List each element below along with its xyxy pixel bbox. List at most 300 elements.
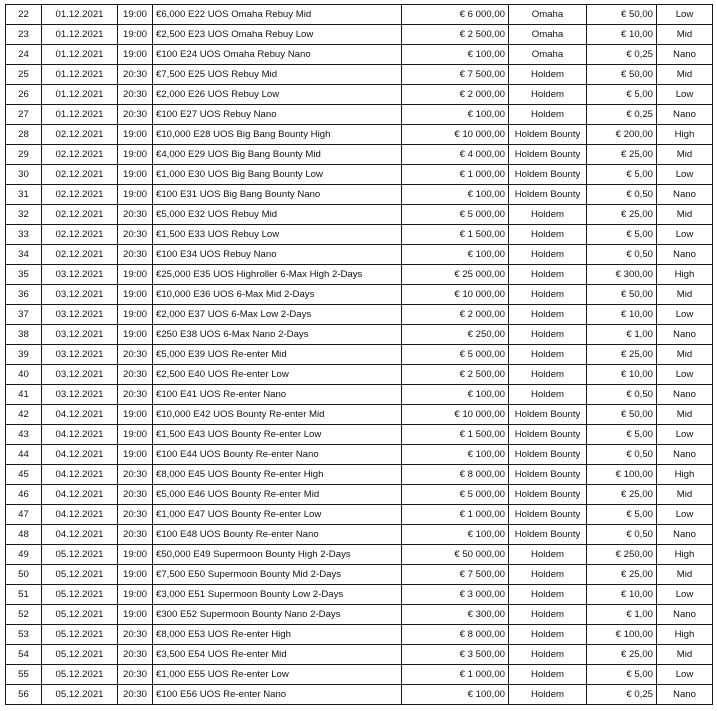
event-number-cell: 24 (6, 45, 42, 65)
level-cell: Nano (657, 325, 713, 345)
event-number-cell: 46 (6, 485, 42, 505)
event-name-cell: €100 E27 UOS Rebuy Nano (153, 105, 402, 125)
table-row (6, 105, 713, 125)
buy-in-cell: € 100,00 (587, 625, 657, 645)
buy-in-cell: € 5,00 (587, 505, 657, 525)
table-row (6, 545, 713, 565)
event-number-cell: 34 (6, 245, 42, 265)
event-number-cell: 49 (6, 545, 42, 565)
table-row (6, 525, 713, 545)
time-cell: 19:00 (118, 125, 153, 145)
game-type-cell: Holdem (509, 305, 587, 325)
time-cell: 19:00 (118, 285, 153, 305)
time-cell: 20:30 (118, 465, 153, 485)
table-row (6, 625, 713, 645)
table-row (6, 485, 713, 505)
game-type-cell: Holdem (509, 205, 587, 225)
event-number-cell: 35 (6, 265, 42, 285)
level-cell: Nano (657, 105, 713, 125)
time-cell: 20:30 (118, 105, 153, 125)
date-cell: 03.12.2021 (42, 285, 118, 305)
time-cell: 19:00 (118, 445, 153, 465)
level-cell: High (657, 545, 713, 565)
date-cell: 03.12.2021 (42, 365, 118, 385)
table-row (6, 565, 713, 585)
event-name-cell: €8,000 E45 UOS Bounty Re-enter High (153, 465, 402, 485)
date-cell: 05.12.2021 (42, 585, 118, 605)
date-cell: 01.12.2021 (42, 65, 118, 85)
prize-pool-cell: € 25 000,00 (402, 265, 509, 285)
game-type-cell: Holdem (509, 245, 587, 265)
date-cell: 02.12.2021 (42, 145, 118, 165)
date-cell: 03.12.2021 (42, 345, 118, 365)
table-row (6, 405, 713, 425)
game-type-cell: Holdem (509, 345, 587, 365)
buy-in-cell: € 1,00 (587, 325, 657, 345)
buy-in-cell: € 5,00 (587, 665, 657, 685)
buy-in-cell: € 50,00 (587, 405, 657, 425)
game-type-cell: Holdem (509, 85, 587, 105)
prize-pool-cell: € 7 500,00 (402, 65, 509, 85)
level-cell: Mid (657, 565, 713, 585)
game-type-cell: Holdem (509, 625, 587, 645)
event-name-cell: €1,500 E33 UOS Rebuy Low (153, 225, 402, 245)
game-type-cell: Omaha (509, 45, 587, 65)
prize-pool-cell: € 8 000,00 (402, 465, 509, 485)
event-number-cell: 25 (6, 65, 42, 85)
event-number-cell: 29 (6, 145, 42, 165)
event-name-cell: €10,000 E36 UOS 6-Max Mid 2-Days (153, 285, 402, 305)
table-row (6, 445, 713, 465)
table-row (6, 245, 713, 265)
event-number-cell: 33 (6, 225, 42, 245)
buy-in-cell: € 5,00 (587, 225, 657, 245)
prize-pool-cell: € 100,00 (402, 245, 509, 265)
game-type-cell: Holdem Bounty (509, 185, 587, 205)
date-cell: 01.12.2021 (42, 5, 118, 25)
game-type-cell: Holdem Bounty (509, 465, 587, 485)
prize-pool-cell: € 1 000,00 (402, 505, 509, 525)
game-type-cell: Holdem (509, 605, 587, 625)
event-name-cell: €100 E56 UOS Re-enter Nano (153, 685, 402, 705)
level-cell: Nano (657, 605, 713, 625)
time-cell: 20:30 (118, 85, 153, 105)
buy-in-cell: € 25,00 (587, 565, 657, 585)
prize-pool-cell: € 100,00 (402, 445, 509, 465)
game-type-cell: Holdem (509, 645, 587, 665)
level-cell: Low (657, 305, 713, 325)
event-number-cell: 27 (6, 105, 42, 125)
event-name-cell: €8,000 E53 UOS Re-enter High (153, 625, 402, 645)
event-name-cell: €100 E24 UOS Omaha Rebuy Nano (153, 45, 402, 65)
event-number-cell: 42 (6, 405, 42, 425)
buy-in-cell: € 25,00 (587, 345, 657, 365)
table-row (6, 685, 713, 705)
time-cell: 19:00 (118, 25, 153, 45)
time-cell: 20:30 (118, 485, 153, 505)
buy-in-cell: € 10,00 (587, 585, 657, 605)
prize-pool-cell: € 100,00 (402, 45, 509, 65)
level-cell: Mid (657, 485, 713, 505)
level-cell: Mid (657, 645, 713, 665)
table-row (6, 165, 713, 185)
event-name-cell: €2,500 E40 UOS Re-enter Low (153, 365, 402, 385)
level-cell: Low (657, 505, 713, 525)
table-row (6, 505, 713, 525)
buy-in-cell: € 5,00 (587, 425, 657, 445)
date-cell: 04.12.2021 (42, 465, 118, 485)
prize-pool-cell: € 100,00 (402, 105, 509, 125)
buy-in-cell: € 0,25 (587, 105, 657, 125)
level-cell: High (657, 125, 713, 145)
time-cell: 20:30 (118, 225, 153, 245)
prize-pool-cell: € 100,00 (402, 525, 509, 545)
date-cell: 04.12.2021 (42, 525, 118, 545)
date-cell: 03.12.2021 (42, 305, 118, 325)
level-cell: Nano (657, 245, 713, 265)
prize-pool-cell: € 1 000,00 (402, 165, 509, 185)
table-row (6, 145, 713, 165)
level-cell: Nano (657, 685, 713, 705)
time-cell: 19:00 (118, 185, 153, 205)
table-row (6, 5, 713, 25)
event-number-cell: 41 (6, 385, 42, 405)
buy-in-cell: € 10,00 (587, 25, 657, 45)
game-type-cell: Holdem Bounty (509, 405, 587, 425)
event-number-cell: 26 (6, 85, 42, 105)
time-cell: 19:00 (118, 585, 153, 605)
table-row (6, 325, 713, 345)
event-number-cell: 55 (6, 665, 42, 685)
game-type-cell: Holdem (509, 385, 587, 405)
date-cell: 05.12.2021 (42, 545, 118, 565)
event-name-cell: €1,500 E43 UOS Bounty Re-enter Low (153, 425, 402, 445)
event-name-cell: €3,500 E54 UOS Re-enter Mid (153, 645, 402, 665)
event-name-cell: €5,000 E46 UOS Bounty Re-enter Mid (153, 485, 402, 505)
prize-pool-cell: € 8 000,00 (402, 625, 509, 645)
game-type-cell: Omaha (509, 5, 587, 25)
level-cell: Low (657, 665, 713, 685)
level-cell: Nano (657, 445, 713, 465)
time-cell: 20:30 (118, 65, 153, 85)
level-cell: Mid (657, 25, 713, 45)
level-cell: Nano (657, 385, 713, 405)
time-cell: 19:00 (118, 545, 153, 565)
level-cell: Mid (657, 405, 713, 425)
event-name-cell: €1,000 E30 UOS Big Bang Bounty Low (153, 165, 402, 185)
table-row (6, 65, 713, 85)
date-cell: 04.12.2021 (42, 445, 118, 465)
time-cell: 19:00 (118, 325, 153, 345)
time-cell: 19:00 (118, 305, 153, 325)
date-cell: 05.12.2021 (42, 625, 118, 645)
event-name-cell: €5,000 E39 UOS Re-enter Mid (153, 345, 402, 365)
date-cell: 02.12.2021 (42, 165, 118, 185)
level-cell: Mid (657, 345, 713, 365)
game-type-cell: Holdem (509, 565, 587, 585)
event-name-cell: €1,000 E47 UOS Bounty Re-enter Low (153, 505, 402, 525)
table-row (6, 45, 713, 65)
prize-pool-cell: € 1 000,00 (402, 665, 509, 685)
schedule-body (6, 5, 713, 705)
buy-in-cell: € 50,00 (587, 65, 657, 85)
prize-pool-cell: € 6 000,00 (402, 5, 509, 25)
time-cell: 19:00 (118, 425, 153, 445)
prize-pool-cell: € 5 000,00 (402, 205, 509, 225)
date-cell: 01.12.2021 (42, 105, 118, 125)
event-number-cell: 37 (6, 305, 42, 325)
event-number-cell: 38 (6, 325, 42, 345)
table-row (6, 25, 713, 45)
table-row (6, 425, 713, 445)
level-cell: High (657, 465, 713, 485)
event-name-cell: €300 E52 Supermoon Bounty Nano 2-Days (153, 605, 402, 625)
level-cell: Low (657, 225, 713, 245)
level-cell: Mid (657, 285, 713, 305)
date-cell: 05.12.2021 (42, 665, 118, 685)
buy-in-cell: € 0,50 (587, 385, 657, 405)
date-cell: 04.12.2021 (42, 485, 118, 505)
event-number-cell: 39 (6, 345, 42, 365)
event-number-cell: 28 (6, 125, 42, 145)
date-cell: 05.12.2021 (42, 605, 118, 625)
time-cell: 19:00 (118, 45, 153, 65)
game-type-cell: Holdem (509, 545, 587, 565)
level-cell: Nano (657, 45, 713, 65)
time-cell: 20:30 (118, 365, 153, 385)
game-type-cell: Holdem (509, 685, 587, 705)
prize-pool-cell: € 3 500,00 (402, 645, 509, 665)
game-type-cell: Holdem (509, 585, 587, 605)
level-cell: Low (657, 585, 713, 605)
game-type-cell: Holdem Bounty (509, 485, 587, 505)
prize-pool-cell: € 2 500,00 (402, 25, 509, 45)
event-number-cell: 32 (6, 205, 42, 225)
time-cell: 19:00 (118, 5, 153, 25)
buy-in-cell: € 10,00 (587, 365, 657, 385)
game-type-cell: Holdem (509, 665, 587, 685)
prize-pool-cell: € 300,00 (402, 605, 509, 625)
table-row (6, 345, 713, 365)
date-cell: 04.12.2021 (42, 505, 118, 525)
buy-in-cell: € 0,50 (587, 525, 657, 545)
date-cell: 03.12.2021 (42, 265, 118, 285)
event-name-cell: €5,000 E32 UOS Rebuy Mid (153, 205, 402, 225)
prize-pool-cell: € 2 500,00 (402, 365, 509, 385)
prize-pool-cell: € 2 000,00 (402, 85, 509, 105)
schedule-table (5, 4, 713, 705)
game-type-cell: Holdem (509, 265, 587, 285)
time-cell: 20:30 (118, 245, 153, 265)
buy-in-cell: € 25,00 (587, 485, 657, 505)
prize-pool-cell: € 10 000,00 (402, 405, 509, 425)
event-name-cell: €50,000 E49 Supermoon Bounty High 2-Days (153, 545, 402, 565)
buy-in-cell: € 200,00 (587, 125, 657, 145)
buy-in-cell: € 25,00 (587, 145, 657, 165)
table-row (6, 205, 713, 225)
event-name-cell: €6,000 E22 UOS Omaha Rebuy Mid (153, 5, 402, 25)
event-number-cell: 31 (6, 185, 42, 205)
table-row (6, 385, 713, 405)
table-row (6, 465, 713, 485)
level-cell: Mid (657, 145, 713, 165)
event-number-cell: 45 (6, 465, 42, 485)
table-row (6, 225, 713, 245)
event-name-cell: €2,500 E23 UOS Omaha Rebuy Low (153, 25, 402, 45)
prize-pool-cell: € 1 500,00 (402, 225, 509, 245)
level-cell: High (657, 265, 713, 285)
date-cell: 04.12.2021 (42, 425, 118, 445)
buy-in-cell: € 25,00 (587, 205, 657, 225)
event-number-cell: 43 (6, 425, 42, 445)
date-cell: 03.12.2021 (42, 385, 118, 405)
time-cell: 20:30 (118, 345, 153, 365)
event-number-cell: 23 (6, 25, 42, 45)
event-name-cell: €100 E34 UOS Rebuy Nano (153, 245, 402, 265)
time-cell: 19:00 (118, 405, 153, 425)
date-cell: 01.12.2021 (42, 25, 118, 45)
prize-pool-cell: € 4 000,00 (402, 145, 509, 165)
time-cell: 20:30 (118, 205, 153, 225)
prize-pool-cell: € 100,00 (402, 685, 509, 705)
date-cell: 05.12.2021 (42, 565, 118, 585)
date-cell: 05.12.2021 (42, 645, 118, 665)
date-cell: 02.12.2021 (42, 125, 118, 145)
event-name-cell: €4,000 E29 UOS Big Bang Bounty Mid (153, 145, 402, 165)
event-number-cell: 54 (6, 645, 42, 665)
event-number-cell: 56 (6, 685, 42, 705)
event-name-cell: €100 E44 UOS Bounty Re-enter Nano (153, 445, 402, 465)
prize-pool-cell: € 5 000,00 (402, 345, 509, 365)
event-name-cell: €250 E38 UOS 6-Max Nano 2-Days (153, 325, 402, 345)
date-cell: 02.12.2021 (42, 225, 118, 245)
level-cell: Low (657, 85, 713, 105)
level-cell: Nano (657, 185, 713, 205)
time-cell: 19:00 (118, 145, 153, 165)
event-name-cell: €3,000 E51 Supermoon Bounty Low 2-Days (153, 585, 402, 605)
event-name-cell: €10,000 E28 UOS Big Bang Bounty High (153, 125, 402, 145)
table-row (6, 185, 713, 205)
level-cell: Mid (657, 65, 713, 85)
buy-in-cell: € 0,50 (587, 185, 657, 205)
time-cell: 20:30 (118, 645, 153, 665)
prize-pool-cell: € 50 000,00 (402, 545, 509, 565)
event-number-cell: 44 (6, 445, 42, 465)
event-name-cell: €1,000 E55 UOS Re-enter Low (153, 665, 402, 685)
buy-in-cell: € 5,00 (587, 165, 657, 185)
time-cell: 20:30 (118, 505, 153, 525)
prize-pool-cell: € 7 500,00 (402, 565, 509, 585)
game-type-cell: Holdem Bounty (509, 445, 587, 465)
game-type-cell: Holdem Bounty (509, 125, 587, 145)
game-type-cell: Holdem Bounty (509, 165, 587, 185)
level-cell: Low (657, 5, 713, 25)
game-type-cell: Holdem (509, 105, 587, 125)
event-number-cell: 36 (6, 285, 42, 305)
date-cell: 04.12.2021 (42, 405, 118, 425)
level-cell: Mid (657, 205, 713, 225)
prize-pool-cell: € 1 500,00 (402, 425, 509, 445)
prize-pool-cell: € 100,00 (402, 385, 509, 405)
game-type-cell: Holdem (509, 225, 587, 245)
prize-pool-cell: € 2 000,00 (402, 305, 509, 325)
level-cell: Low (657, 365, 713, 385)
game-type-cell: Holdem Bounty (509, 505, 587, 525)
buy-in-cell: € 50,00 (587, 285, 657, 305)
event-number-cell: 51 (6, 585, 42, 605)
event-number-cell: 50 (6, 565, 42, 585)
buy-in-cell: € 25,00 (587, 645, 657, 665)
game-type-cell: Holdem (509, 365, 587, 385)
level-cell: Low (657, 165, 713, 185)
date-cell: 01.12.2021 (42, 85, 118, 105)
event-name-cell: €2,000 E26 UOS Rebuy Low (153, 85, 402, 105)
table-row (6, 265, 713, 285)
event-name-cell: €10,000 E42 UOS Bounty Re-enter Mid (153, 405, 402, 425)
event-number-cell: 22 (6, 5, 42, 25)
game-type-cell: Holdem (509, 285, 587, 305)
table-row (6, 605, 713, 625)
time-cell: 20:30 (118, 525, 153, 545)
date-cell: 05.12.2021 (42, 685, 118, 705)
buy-in-cell: € 300,00 (587, 265, 657, 285)
time-cell: 20:30 (118, 665, 153, 685)
event-name-cell: €100 E41 UOS Re-enter Nano (153, 385, 402, 405)
game-type-cell: Holdem (509, 65, 587, 85)
event-number-cell: 53 (6, 625, 42, 645)
event-name-cell: €100 E48 UOS Bounty Re-enter Nano (153, 525, 402, 545)
time-cell: 19:00 (118, 265, 153, 285)
table-row (6, 305, 713, 325)
date-cell: 02.12.2021 (42, 205, 118, 225)
buy-in-cell: € 10,00 (587, 305, 657, 325)
level-cell: Nano (657, 525, 713, 545)
game-type-cell: Holdem Bounty (509, 425, 587, 445)
level-cell: Low (657, 425, 713, 445)
buy-in-cell: € 0,50 (587, 445, 657, 465)
event-number-cell: 40 (6, 365, 42, 385)
table-row (6, 285, 713, 305)
prize-pool-cell: € 10 000,00 (402, 285, 509, 305)
prize-pool-cell: € 100,00 (402, 185, 509, 205)
event-name-cell: €2,000 E37 UOS 6-Max Low 2-Days (153, 305, 402, 325)
buy-in-cell: € 0,25 (587, 685, 657, 705)
game-type-cell: Holdem (509, 325, 587, 345)
prize-pool-cell: € 3 000,00 (402, 585, 509, 605)
event-name-cell: €25,000 E35 UOS Highroller 6-Max High 2-Days (153, 265, 402, 285)
table-row (6, 85, 713, 105)
buy-in-cell: € 1,00 (587, 605, 657, 625)
buy-in-cell: € 0,25 (587, 45, 657, 65)
prize-pool-cell: € 10 000,00 (402, 125, 509, 145)
buy-in-cell: € 5,00 (587, 85, 657, 105)
game-type-cell: Holdem Bounty (509, 145, 587, 165)
date-cell: 01.12.2021 (42, 45, 118, 65)
time-cell: 20:30 (118, 385, 153, 405)
date-cell: 02.12.2021 (42, 185, 118, 205)
time-cell: 20:30 (118, 625, 153, 645)
game-type-cell: Omaha (509, 25, 587, 45)
table-row (6, 365, 713, 385)
prize-pool-cell: € 250,00 (402, 325, 509, 345)
time-cell: 19:00 (118, 165, 153, 185)
event-number-cell: 30 (6, 165, 42, 185)
event-number-cell: 48 (6, 525, 42, 545)
event-number-cell: 52 (6, 605, 42, 625)
table-row (6, 585, 713, 605)
time-cell: 19:00 (118, 565, 153, 585)
time-cell: 19:00 (118, 605, 153, 625)
